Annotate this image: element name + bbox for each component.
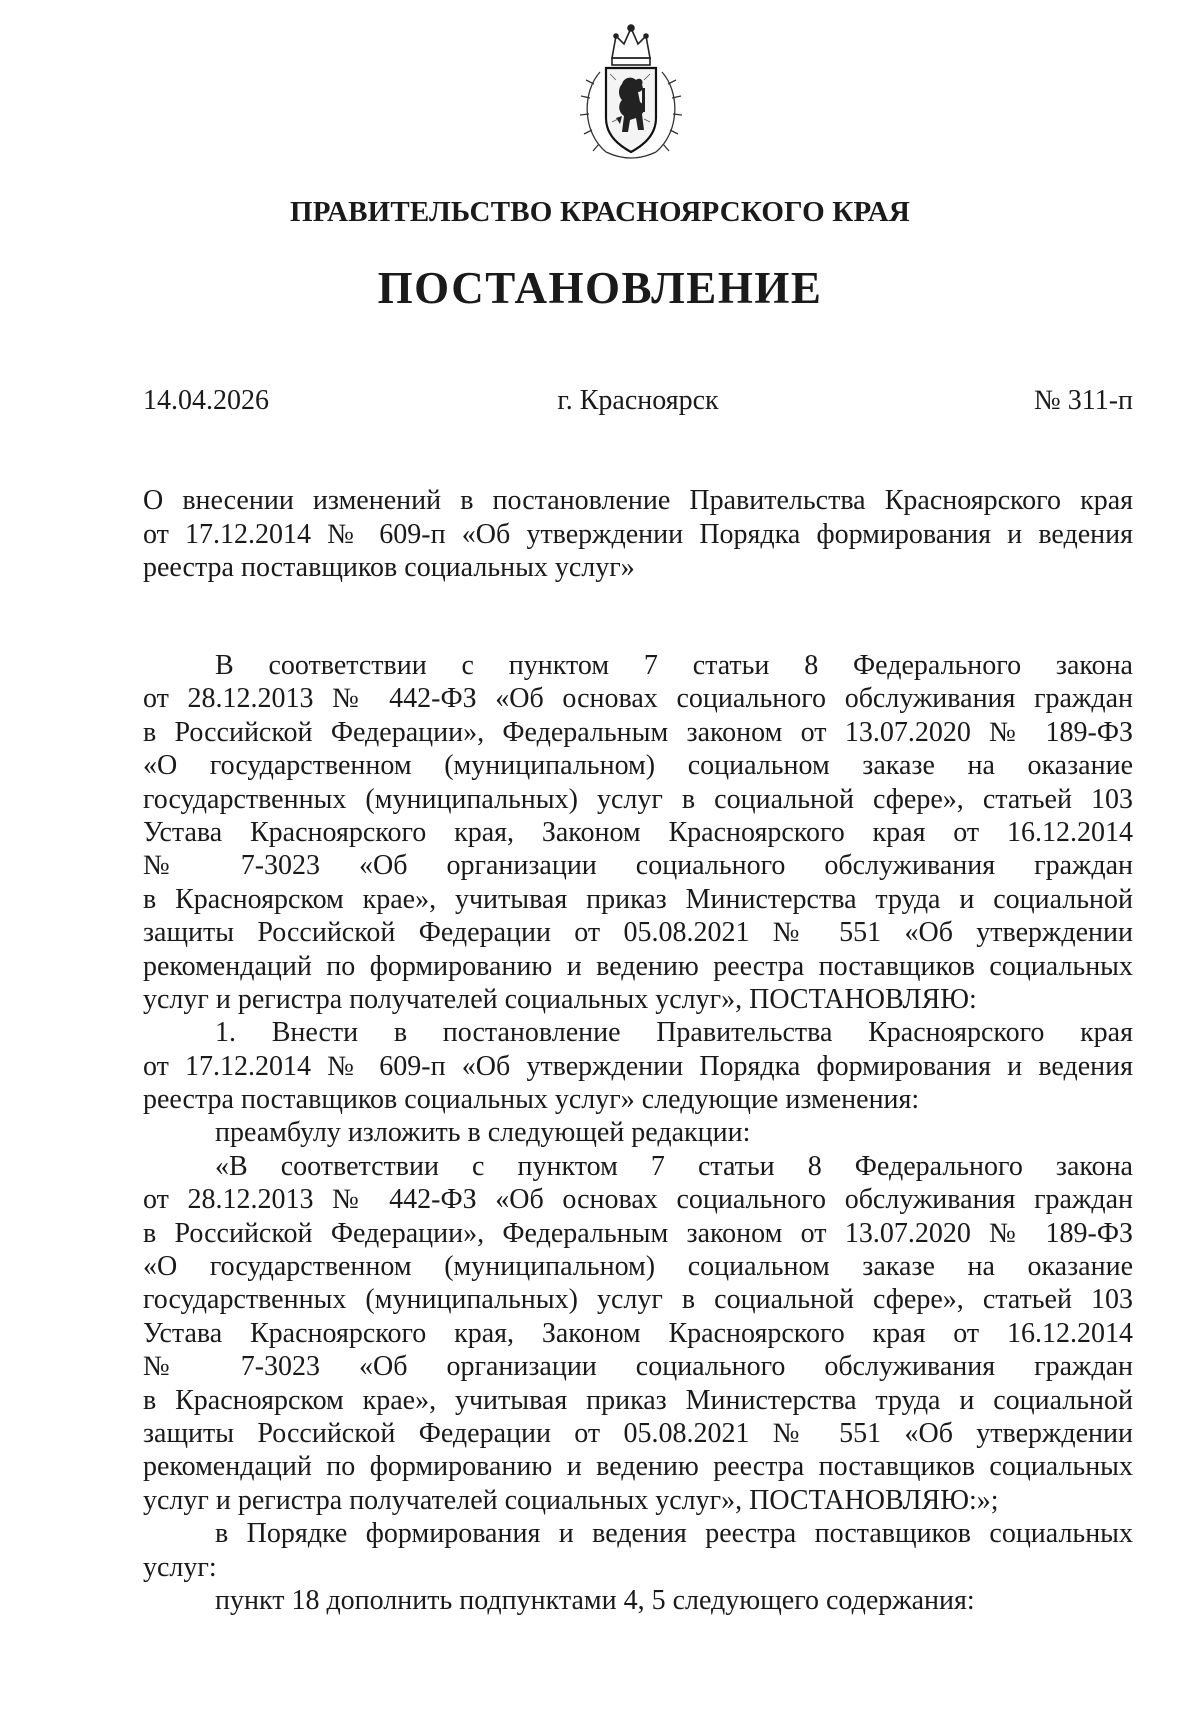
body-line: «В соответствии с пунктом 7 статьи 8 Федерального закона [215, 1150, 1133, 1182]
body-line: услуг и регистра получателей социальных услуг», ПОСТАНОВЛЯЮ:»; [143, 1484, 999, 1516]
body-line: пункт 18 дополнить подпунктами 4, 5 следующего содержания: [215, 1584, 975, 1616]
organization-title: ПРАВИТЕЛЬСТВО КРАСНОЯРСКОГО КРАЯ [289, 196, 911, 228]
body-line: рекомендаций по формированию и ведению реестра поставщиков социальных [143, 950, 1133, 982]
document-number: № 311-п [1034, 385, 1133, 416]
coat-of-arms-icon [572, 22, 690, 167]
document-type-heading: ПОСТАНОВЛЕНИЕ [377, 263, 823, 313]
document-body [143, 649, 1133, 1617]
document-date: 14.04.2026 [143, 385, 269, 416]
body-line: государственных (муниципальных) услуг в социальной сфере», статьей 103 [143, 783, 1133, 815]
body-line: от 28.12.2013 № 442-ФЗ «Об основах социального обслуживания граждан [143, 1184, 1133, 1216]
title-line: от 17.12.2014 № 609-п «Об утверждении Порядка формирования и ведения [143, 518, 1133, 550]
body-line: реестра поставщиков социальных услуг» следующие изменения: [143, 1084, 920, 1116]
body-line: в Российской Федерации», Федеральным законом от 13.07.2020 № 189-ФЗ [143, 716, 1133, 748]
body-line: защиты Российской Федерации от 05.08.2021 № 551 «Об утверждении [143, 1417, 1133, 1449]
body-line: «О государственном (муниципальном) социальном заказе на оказание [143, 1251, 1133, 1283]
body-line: в Российской Федерации», Федеральным законом от 13.07.2020 № 189-ФЗ [143, 1217, 1133, 1249]
body-line: Устава Красноярского края, Законом Красноярского края от 16.12.2014 [143, 816, 1133, 848]
body-line: преамбулу изложить в следующей редакции: [215, 1117, 751, 1149]
body-line: № 7-3023 «Об организации социального обслуживания граждан [143, 850, 1133, 882]
body-line: от 28.12.2013 № 442-ФЗ «Об основах социального обслуживания граждан [143, 683, 1133, 715]
body-line: В соответствии с пунктом 7 статьи 8 Федерального закона [215, 650, 1133, 681]
body-line: рекомендаций по формированию и ведению реестра поставщиков социальных [143, 1451, 1133, 1483]
title-line: реестра поставщиков социальных услуг» [143, 552, 635, 583]
body-line: услуг: [143, 1551, 217, 1583]
body-line: 1. Внести в постановление Правительства Красноярского края [215, 1017, 1133, 1049]
body-line: в Красноярском крае», учитывая приказ Министерства труда и социальной [143, 883, 1133, 915]
body-line: в Красноярском крае», учитывая приказ Министерства труда и социальной [143, 1384, 1133, 1416]
document-title [143, 484, 1133, 585]
body-line: защиты Российской Федерации от 05.08.2021 № 551 «Об утверждении [143, 917, 1133, 949]
document-meta-row [143, 385, 1133, 425]
body-line: от 17.12.2014 № 609-п «Об утверждении Порядка формирования и ведения [143, 1050, 1133, 1082]
title-line: О внесении изменений в постановление Правительства Красноярского края [143, 485, 1133, 516]
document-city: г. Красноярск [557, 385, 719, 416]
body-line: государственных (муниципальных) услуг в социальной сфере», статьей 103 [143, 1284, 1133, 1316]
body-line: Устава Красноярского края, Законом Красноярского края от 16.12.2014 [143, 1317, 1133, 1349]
body-line: «О государственном (муниципальном) социальном заказе на оказание [143, 750, 1133, 782]
body-line: услуг и регистра получателей социальных услуг», ПОСТАНОВЛЯЮ: [143, 983, 977, 1015]
body-line: в Порядке формирования и ведения реестра поставщиков социальных [215, 1518, 1133, 1550]
body-line: № 7-3023 «Об организации социального обслуживания граждан [143, 1351, 1133, 1383]
